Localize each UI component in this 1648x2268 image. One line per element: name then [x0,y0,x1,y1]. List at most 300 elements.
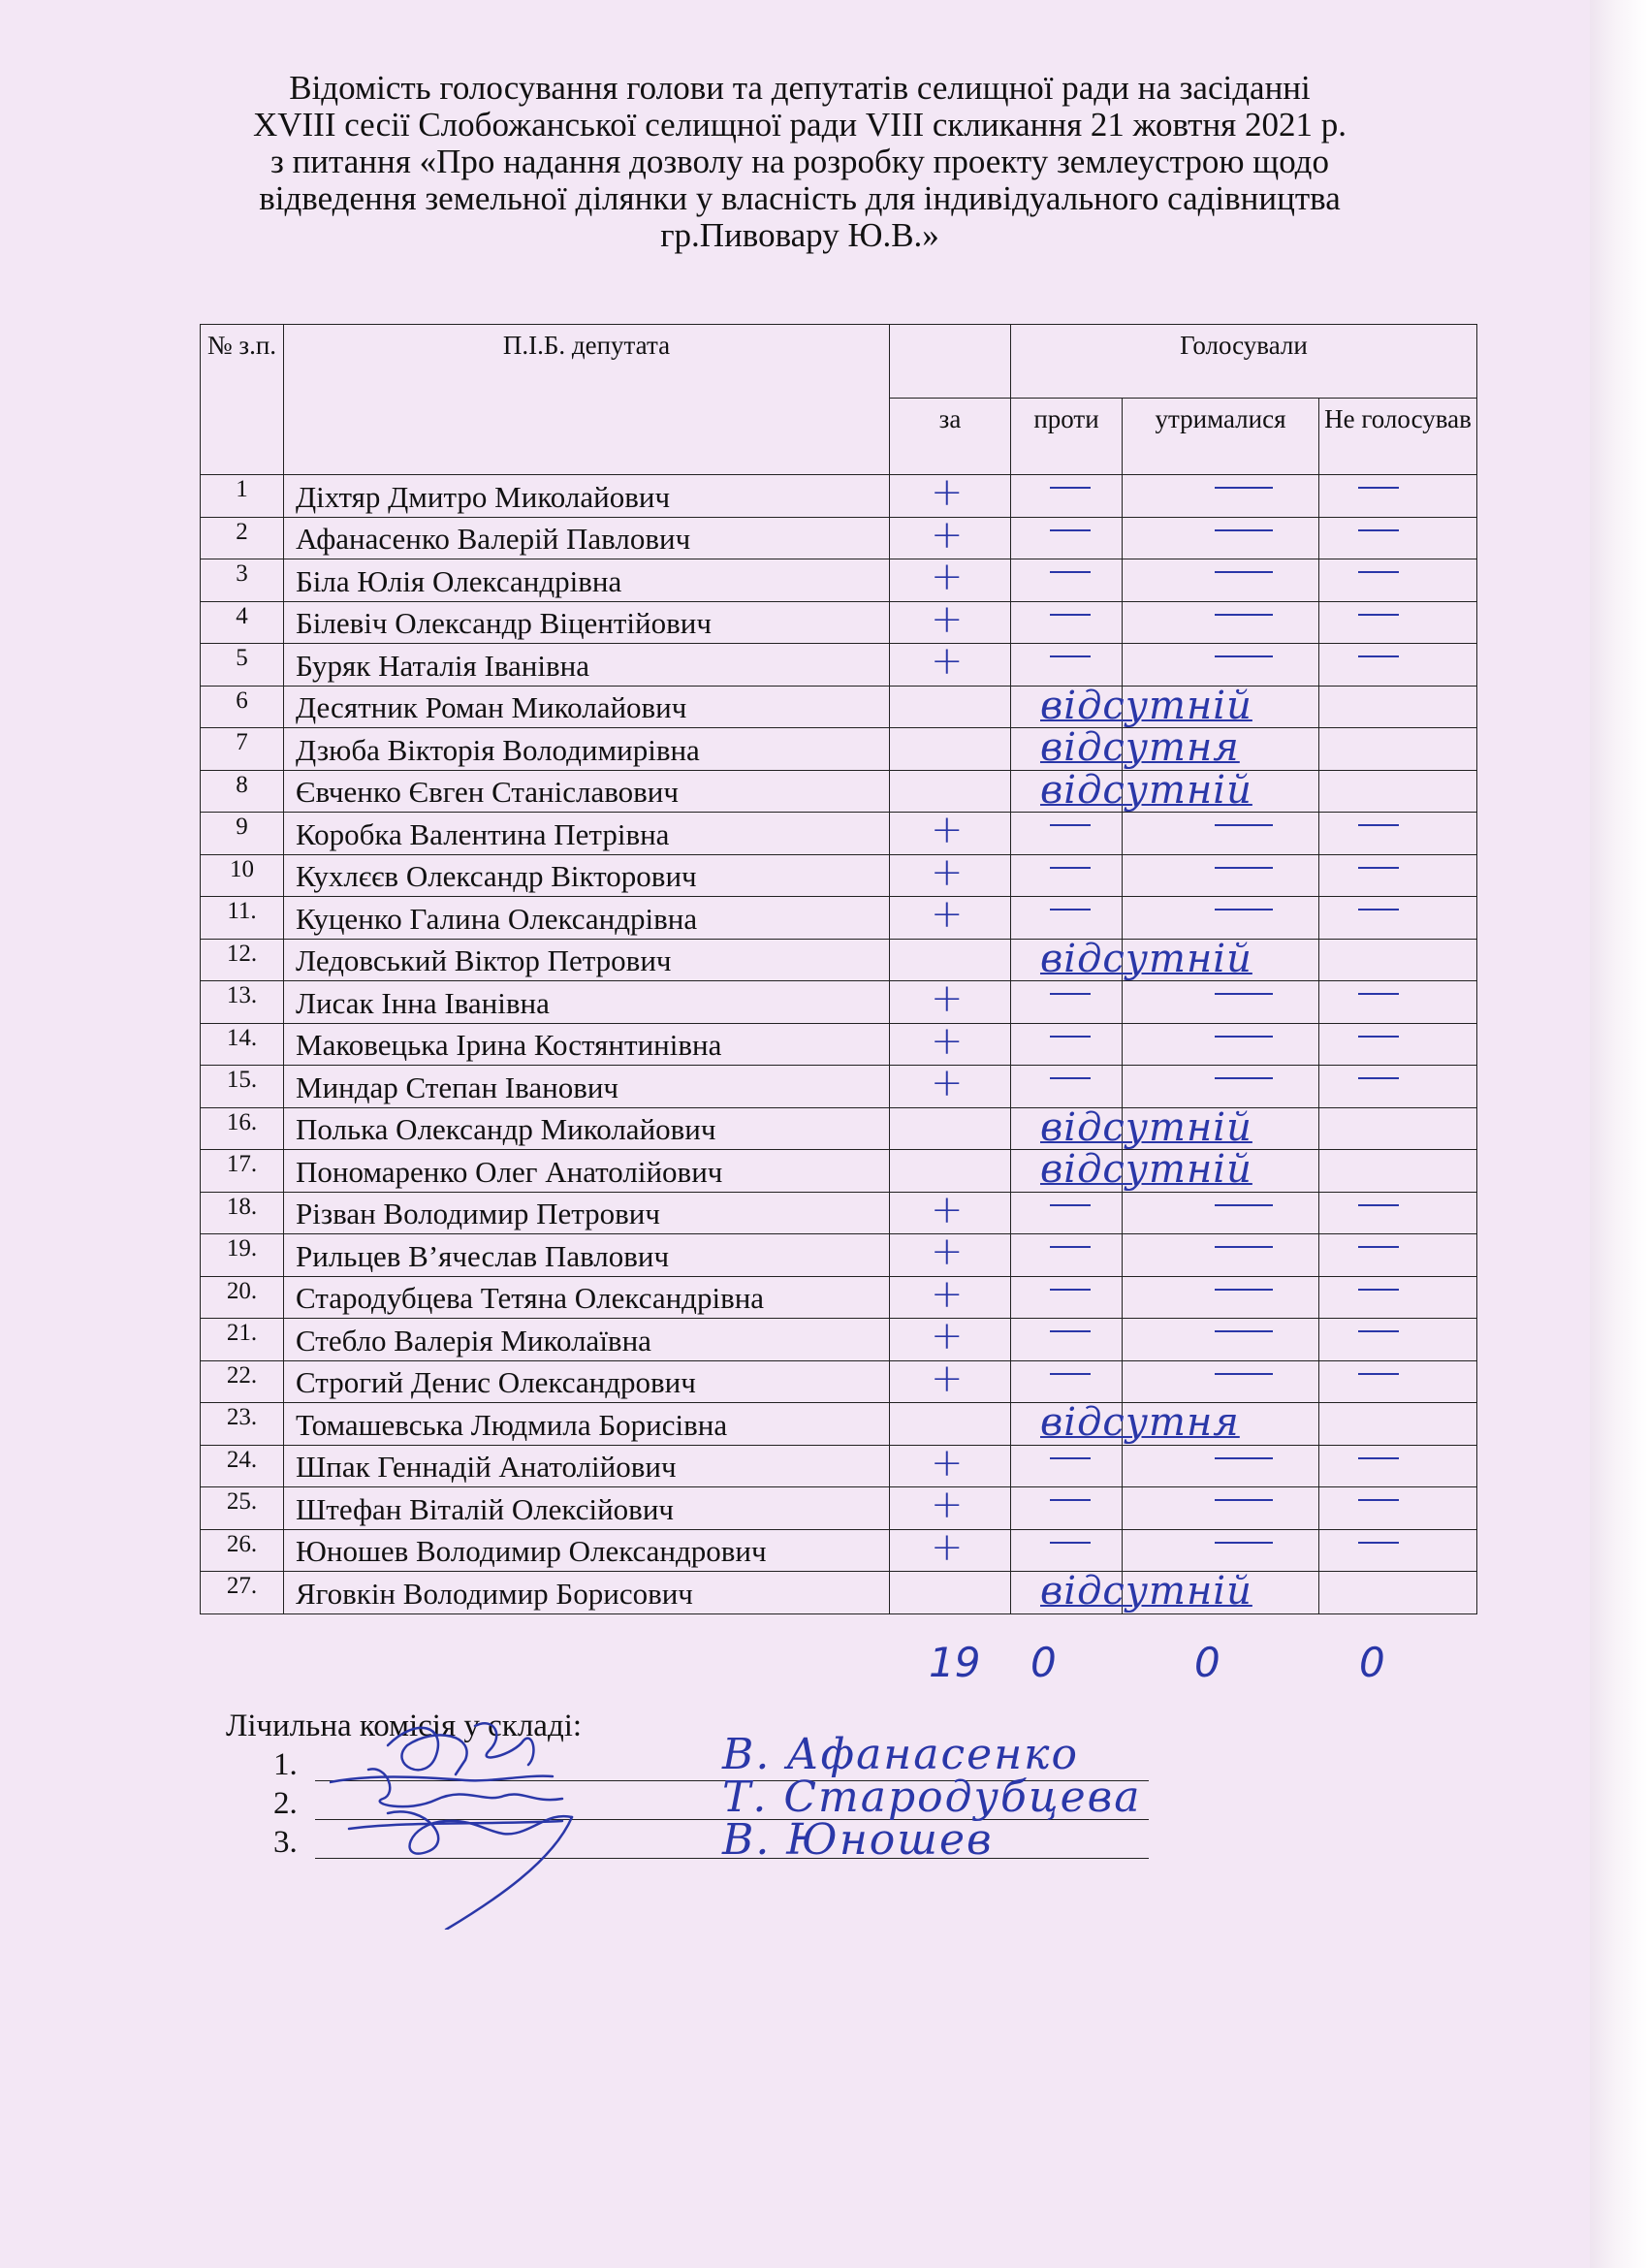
cell-abstained [1123,939,1319,981]
cell-abstained [1123,1234,1319,1277]
cell-not-voted [1319,854,1477,897]
table-row [201,854,1477,897]
cell-against [1011,1569,1252,1614]
cell-not-voted [1319,517,1477,559]
cell-for [890,1150,1011,1193]
title-line-2: XVIII сесії Слобожанської селищної ради VIII скликання 21 жовтня 2021 р. [252,106,1347,144]
cell-not-voted [1319,1276,1477,1319]
deputy-name: Дзюба Вікторія Володимирівна [284,728,890,771]
absent-handwritten: відсутній [1040,1569,1252,1613]
table-row [201,770,1477,813]
table-row [201,686,1477,728]
plus-mark: + [931,1271,964,1317]
dash-mark [1215,909,1273,910]
row-number: 2 [201,517,284,559]
table-row [201,1403,1477,1446]
cell-abstained [1123,1445,1319,1487]
cell-against [1011,897,1123,940]
cell-for [890,1187,1011,1234]
dash-mark [1358,909,1399,910]
commission-label: Лічильна комісія у складі: [226,1709,583,1743]
cell-abstained [1123,1360,1319,1403]
absent-handwritten: відсутній [1040,936,1252,981]
deputy-name: Євченко Євген Станіславович [284,770,890,813]
cell-for [890,1403,1011,1446]
cell-for [890,639,1011,687]
dash-mark [1358,571,1399,573]
header-number: № з.п. [201,325,284,475]
document-title [194,70,1406,254]
row-number: 25. [201,1487,284,1530]
row-number: 13. [201,981,284,1024]
plus-mark: + [931,1483,964,1527]
cell-not-voted [1319,981,1477,1024]
plus-mark: + [931,470,964,515]
table-row [201,1572,1477,1614]
deputy-name: Різван Володимир Петрович [284,1192,890,1234]
cell-abstained [1123,1276,1319,1319]
cell-against [1011,1066,1123,1108]
dash-mark [1358,824,1399,826]
dash-mark [1358,1457,1399,1459]
cell-for [890,728,1011,771]
dash-mark [1050,1499,1091,1501]
dash-mark [1050,1246,1091,1248]
cell-not-voted [1319,1107,1477,1150]
plus-mark: + [931,1314,964,1358]
row-number: 6 [201,686,284,728]
title-line-5: гр.Пивовару Ю.В.» [660,216,939,254]
row-number: 16. [201,1107,284,1150]
cell-against [1011,1487,1123,1530]
dash-mark [1050,571,1091,573]
cell-not-voted [1319,1192,1477,1234]
deputy-name: Пономаренко Олег Анатолійович [284,1150,890,1193]
header-for: за [890,399,1011,475]
dash-mark [1215,867,1273,869]
dash-mark [1358,1499,1399,1501]
dash-mark [1215,1077,1273,1079]
table-row [201,1234,1477,1277]
row-number: 18. [201,1192,284,1234]
deputy-name: Строгий Денис Олександрович [284,1360,890,1403]
cell-not-voted [1319,1403,1477,1446]
cell-abstained [1123,813,1319,855]
total-against: 0 [1030,1639,1057,1686]
cell-against [1011,1319,1123,1361]
cell-not-voted [1319,601,1477,644]
plus-mark: + [931,892,964,937]
dash-mark [1215,487,1273,489]
cell-against [1011,1147,1252,1193]
voting-table [200,324,1477,1614]
dash-mark [1215,824,1273,826]
cell-not-voted [1319,1487,1477,1530]
table-row [201,1529,1477,1572]
dash-mark [1215,1036,1273,1038]
cell-not-voted [1319,1445,1477,1487]
plus-mark: + [931,1061,964,1105]
table-row [201,1319,1477,1361]
plus-mark: + [931,1356,964,1401]
dash-mark [1050,1373,1091,1375]
dash-mark [1358,1289,1399,1291]
cell-against [1011,854,1123,897]
table-row [201,813,1477,855]
cell-abstained [1123,1150,1319,1193]
cell-for [890,1572,1011,1614]
cell-not-voted [1319,770,1477,813]
cell-abstained [1123,981,1319,1024]
plus-mark: + [931,596,964,642]
cell-against [1011,683,1252,728]
cell-against [1011,1234,1123,1277]
commission-number-1: 1. [273,1747,298,1782]
row-number: 20. [201,1276,284,1319]
cell-for [890,892,1011,940]
dash-mark [1358,1542,1399,1544]
cell-for [890,976,1011,1024]
cell-abstained [1123,1107,1319,1150]
deputy-name: Полька Олександр Миколайович [284,1107,890,1150]
cell-not-voted [1319,686,1477,728]
deputy-name: Миндар Степан Іванович [284,1066,890,1108]
cell-abstained [1123,686,1319,728]
cell-abstained [1123,644,1319,687]
cell-not-voted [1319,728,1477,771]
cell-not-voted [1319,1023,1477,1066]
cell-abstained [1123,897,1319,940]
dash-mark [1358,487,1399,489]
dash-mark [1215,655,1273,657]
deputy-name: Юношев Володимир Олександрович [284,1529,890,1572]
cell-for [890,1061,1011,1108]
cell-abstained [1123,601,1319,644]
cell-for [890,555,1011,602]
dash-mark [1358,1330,1399,1332]
dash-mark [1050,867,1091,869]
cell-against [1011,725,1240,771]
cell-not-voted [1319,644,1477,687]
cell-not-voted [1319,1529,1477,1572]
dash-mark [1050,614,1091,616]
cell-against [1011,644,1123,687]
cell-not-voted [1319,1360,1477,1403]
table-row [201,897,1477,940]
row-number: 12. [201,939,284,981]
table-row [201,1487,1477,1530]
cell-for [890,1524,1011,1572]
dash-mark [1358,993,1399,995]
cell-abstained [1123,1572,1319,1614]
table-row [201,939,1477,981]
deputy-name: Куценко Галина Олександрівна [284,897,890,940]
row-number: 21. [201,1319,284,1361]
cell-against [1011,936,1252,981]
cell-not-voted [1319,813,1477,855]
dash-mark [1050,824,1091,826]
row-number: 4 [201,601,284,644]
cell-against [1011,1023,1123,1066]
cell-for [890,1440,1011,1487]
dash-mark [1358,529,1399,531]
cell-for [890,512,1011,559]
dash-mark [1215,1204,1273,1206]
cell-abstained [1123,1487,1319,1530]
deputy-name: Біла Юлія Олександрівна [284,559,890,602]
plus-mark: + [931,808,964,852]
cell-for [890,1314,1011,1361]
absent-handwritten: відсутній [1040,767,1252,813]
cell-against [1011,601,1123,644]
signature-name-1: В. Афанасенко [722,1730,1079,1779]
deputy-name: Кухлєєв Олександр Вікторович [284,854,890,897]
cell-not-voted [1319,559,1477,602]
dash-mark [1050,1330,1091,1332]
plus-mark: + [931,1018,964,1064]
row-number: 23. [201,1403,284,1446]
cell-abstained [1123,517,1319,559]
cell-for [890,596,1011,644]
commission-number-3: 3. [273,1825,298,1860]
cell-for [890,1483,1011,1530]
deputy-name: Афанасенко Валерій Павлович [284,517,890,559]
dash-mark [1358,614,1399,616]
cell-not-voted [1319,1319,1477,1361]
header-abstained: утрималися [1123,399,1319,475]
dash-mark [1050,1036,1091,1038]
absent-handwritten: відсутній [1040,1104,1252,1150]
table-row [201,1276,1477,1319]
cell-abstained [1123,1066,1319,1108]
plus-mark: + [931,1187,964,1232]
table-row [201,601,1477,644]
row-number: 3 [201,559,284,602]
deputy-name: Буряк Наталія Іванівна [284,644,890,687]
row-number: 9 [201,813,284,855]
row-number: 26. [201,1529,284,1572]
handwritten-signatures [330,1707,679,1930]
cell-for [890,686,1011,728]
cell-for [890,849,1011,897]
dash-mark [1358,867,1399,869]
deputy-name: Десятник Роман Миколайович [284,686,890,728]
deputy-name: Лисак Інна Іванівна [284,981,890,1024]
dash-mark [1050,993,1091,995]
dash-mark [1215,614,1273,616]
table-row [201,1150,1477,1193]
plus-mark: + [931,976,964,1021]
dash-mark [1358,1204,1399,1206]
total-not-voted: 0 [1359,1639,1385,1686]
deputy-name: Шпак Геннадій Анатолійович [284,1445,890,1487]
dash-mark [1215,993,1273,995]
dash-mark [1215,1373,1273,1375]
deputy-name: Коробка Валентина Петрівна [284,813,890,855]
absent-handwritten: відсутня [1040,725,1240,770]
table-row [201,644,1477,687]
row-number: 22. [201,1360,284,1403]
deputy-name: Білевіч Олександр Віцентійович [284,601,890,644]
signature-name-2: Т. Стародубцева [722,1773,1142,1822]
cell-not-voted [1319,1066,1477,1108]
dash-mark [1215,1457,1273,1459]
dash-mark [1050,1077,1091,1079]
table-row [201,1445,1477,1487]
table-row [201,559,1477,602]
header-voted: Голосували [1011,325,1477,399]
absent-handwritten: відсутній [1040,683,1252,728]
header-blank [890,325,1011,399]
table-row [201,728,1477,771]
absent-handwritten: відсутня [1040,1400,1240,1445]
dash-mark [1050,487,1091,489]
cell-for [890,939,1011,981]
row-number: 7 [201,728,284,771]
dash-mark [1050,1542,1091,1544]
commission-number-2: 2. [273,1786,298,1821]
dash-mark [1358,1246,1399,1248]
row-number: 27. [201,1572,284,1614]
dash-mark [1215,1499,1273,1501]
row-number: 5 [201,644,284,687]
cell-for [890,1107,1011,1150]
table-row [201,1360,1477,1403]
cell-for [890,808,1011,855]
cell-for [890,1271,1011,1319]
dash-mark [1050,529,1091,531]
cell-against [1011,981,1123,1024]
signature-name-3: В. Юношев [722,1815,994,1865]
cell-against [1011,813,1123,855]
table-row [201,1107,1477,1150]
deputy-name: Стародубцева Тетяна Олександрівна [284,1276,890,1319]
cell-against [1011,1445,1123,1487]
cell-for [890,470,1011,518]
table-row [201,1023,1477,1066]
header-name: П.І.Б. депутата [284,325,890,475]
dash-mark [1215,571,1273,573]
cell-against [1011,1276,1123,1319]
row-number: 11. [201,897,284,940]
row-number: 1 [201,475,284,518]
cell-not-voted [1319,1572,1477,1614]
cell-not-voted [1319,939,1477,981]
row-number: 15. [201,1066,284,1108]
deputy-name: Штефан Віталій Олексійович [284,1487,890,1530]
dash-mark [1358,1036,1399,1038]
cell-for [890,1230,1011,1277]
deputy-name: Діхтяр Дмитро Миколайович [284,475,890,518]
dash-mark [1358,655,1399,657]
cell-against [1011,517,1123,559]
cell-abstained [1123,1192,1319,1234]
deputy-name: Рильцев В’ячеслав Павлович [284,1234,890,1277]
plus-mark: + [931,1440,964,1485]
deputy-name: Стебло Валерія Миколаївна [284,1319,890,1361]
row-number: 19. [201,1234,284,1277]
dash-mark [1358,1077,1399,1079]
total-for: 19 [929,1639,981,1686]
dash-mark [1050,1457,1091,1459]
cell-against [1011,1192,1123,1234]
dash-mark [1215,1542,1273,1544]
cell-for [890,1356,1011,1403]
cell-abstained [1123,854,1319,897]
dash-mark [1050,655,1091,657]
cell-against [1011,1104,1252,1150]
row-number: 10 [201,854,284,897]
absent-handwritten: відсутній [1040,1147,1252,1192]
cell-abstained [1123,1403,1319,1446]
plus-mark: + [931,512,964,558]
dash-mark [1358,1373,1399,1375]
table-row [201,1192,1477,1234]
cell-abstained [1123,1529,1319,1572]
plus-mark: + [931,555,964,599]
row-number: 24. [201,1445,284,1487]
cell-not-voted [1319,897,1477,940]
cell-against [1011,1400,1240,1446]
cell-against [1011,1360,1123,1403]
plus-mark: + [931,639,964,684]
total-abstained: 0 [1194,1639,1220,1686]
dash-mark [1215,1330,1273,1332]
cell-not-voted [1319,1150,1477,1193]
cell-for [890,1018,1011,1066]
table-body [201,470,1477,1614]
table-row [201,1066,1477,1108]
cell-against [1011,767,1252,813]
table-row [201,517,1477,559]
dash-mark [1215,1246,1273,1248]
cell-abstained [1123,559,1319,602]
cell-not-voted [1319,1234,1477,1277]
cell-against [1011,475,1123,518]
deputy-name: Яговкін Володимир Борисович [284,1572,890,1614]
title-line-3: з питання «Про надання дозволу на розробку проекту землеустрою щодо [270,143,1329,180]
cell-not-voted [1319,475,1477,518]
title-line-1: Відомість голосування голови та депутатів селищної ради на засіданні [289,69,1311,107]
cell-abstained [1123,1319,1319,1361]
table-row [201,981,1477,1024]
row-number: 17. [201,1150,284,1193]
row-number: 14. [201,1023,284,1066]
cell-against [1011,1529,1123,1572]
dash-mark [1050,1289,1091,1291]
deputy-name: Маковецька Ірина Костянтинівна [284,1023,890,1066]
cell-abstained [1123,1023,1319,1066]
row-number: 8 [201,770,284,813]
plus-mark: + [931,849,964,895]
dash-mark [1050,909,1091,910]
plus-mark: + [931,1230,964,1274]
header-not-voted: Не голосував [1319,399,1477,475]
cell-abstained [1123,770,1319,813]
page-edge [1590,0,1648,2268]
cell-against [1011,559,1123,602]
cell-abstained [1123,475,1319,518]
deputy-name: Томашевська Людмила Борисівна [284,1403,890,1446]
dash-mark [1215,529,1273,531]
title-line-4: відведення земельної ділянки у власність для індивідуального садівництва [259,179,1341,217]
dash-mark [1050,1204,1091,1206]
dash-mark [1215,1289,1273,1291]
cell-abstained [1123,728,1319,771]
cell-for [890,770,1011,813]
deputy-name: Ледовський Віктор Петрович [284,939,890,981]
table-row [201,475,1477,518]
